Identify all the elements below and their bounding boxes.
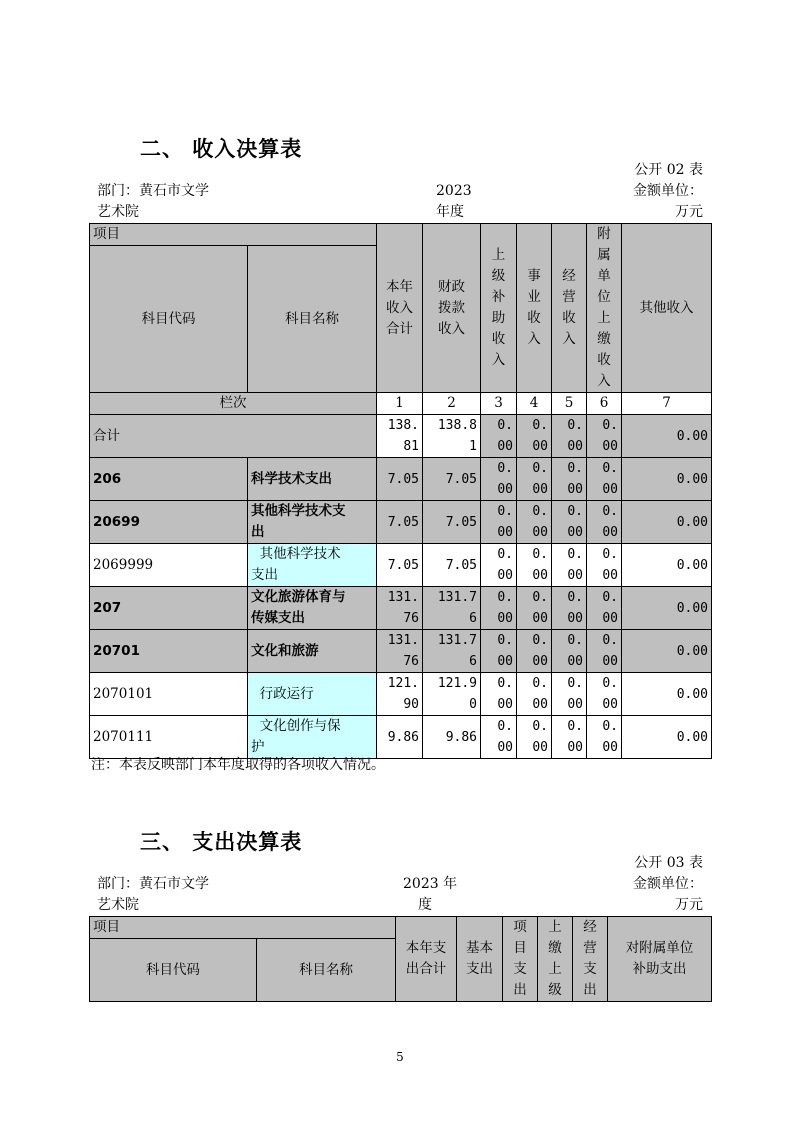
row-c5: 0. 00 (552, 587, 587, 630)
row-code: 20701 (90, 630, 248, 673)
row-c4: 0. 00 (517, 544, 552, 587)
expense-table-code: 公开 03 表 (634, 855, 703, 871)
expense-dept-label (97, 874, 209, 916)
row-c3: 0. 00 (481, 458, 517, 501)
row-c5: 0. 00 (552, 630, 587, 673)
row-code: 20699 (90, 501, 248, 544)
expense-year-line1: 2023 年 (403, 876, 458, 892)
expense-year-label (403, 874, 457, 916)
header-project: 项目 (90, 224, 377, 246)
row-code: 合计 (90, 415, 377, 458)
income-unit-line1: 金额单位： (633, 183, 703, 199)
header-business-income: 事 业 收 入 (517, 224, 552, 393)
row-code: 206 (90, 458, 248, 501)
income-table-title: 二、 收入决算表 (140, 137, 303, 161)
column-index-5: 5 (552, 393, 587, 415)
row-c1: 131. 76 (377, 630, 423, 673)
column-index-label: 栏次 (90, 393, 377, 415)
row-c4: 0. 00 (517, 716, 552, 759)
header-superior-subsidy: 上 级 补 助 收 入 (481, 224, 517, 393)
column-index-row (90, 393, 712, 415)
row-c3: 0. 00 (481, 673, 517, 716)
row-c1: 121. 90 (377, 673, 423, 716)
expense-header-project-expense: 项 目 支 出 (503, 917, 538, 1002)
row-c7: 0.00 (622, 673, 712, 716)
header-other-income: 其他收入 (622, 224, 712, 393)
income-table (89, 223, 712, 759)
header-operating-income: 经 营 收 入 (552, 224, 587, 393)
expense-header-subject-name: 科目名称 (257, 939, 396, 1002)
row-c2: 121.9 0 (423, 673, 481, 716)
row-c6: 0. 00 (587, 630, 622, 673)
expense-unit-line1: 金额单位： (633, 876, 703, 892)
row-code: 2069999 (90, 544, 248, 587)
row-name: 科学技术支出 (248, 458, 377, 501)
row-c4: 0. 00 (517, 458, 552, 501)
row-c7: 0.00 (622, 630, 712, 673)
income-year-line2: 年度 (436, 204, 464, 220)
row-c5: 0. 00 (552, 415, 587, 458)
row-c2: 131.7 6 (423, 630, 481, 673)
income-unit-label (633, 181, 703, 223)
expense-header-subject-code: 科目代码 (90, 939, 257, 1002)
row-c4: 0. 00 (517, 501, 552, 544)
row-c2: 7.05 (423, 458, 481, 501)
row-c2: 131.7 6 (423, 587, 481, 630)
row-c1: 7.05 (377, 458, 423, 501)
row-c4: 0. 00 (517, 415, 552, 458)
header-total-income: 本年 收入 合计 (377, 224, 423, 393)
row-c2: 7.05 (423, 501, 481, 544)
income-table-code: 公开 02 表 (634, 162, 703, 178)
income-unit-line2: 万元 (675, 204, 703, 220)
row-c3: 0. 00 (481, 587, 517, 630)
row-c5: 0. 00 (552, 716, 587, 759)
row-c4: 0. 00 (517, 587, 552, 630)
column-index-2: 2 (423, 393, 481, 415)
row-name: 文化和旅游 (248, 630, 377, 673)
expense-header-operating: 经 营 支 出 (573, 917, 608, 1002)
page-number: 5 (396, 1050, 404, 1064)
row-c7: 0.00 (622, 544, 712, 587)
table-row (90, 501, 712, 544)
income-dept-label (97, 181, 209, 223)
table-row (90, 458, 712, 501)
header-affiliated-income: 附 属 单 位 上 缴 收 入 (587, 224, 622, 393)
row-c7: 0.00 (622, 587, 712, 630)
expense-header-total: 本年支 出合计 (396, 917, 457, 1002)
row-c6: 0. 00 (587, 673, 622, 716)
row-c1: 9.86 (377, 716, 423, 759)
row-c6: 0. 00 (587, 716, 622, 759)
row-name: 文化创作与保 护 (248, 716, 377, 759)
row-c6: 0. 00 (587, 458, 622, 501)
row-c6: 0. 00 (587, 544, 622, 587)
row-c2: 7.05 (423, 544, 481, 587)
expense-dept-line1: 部门：黄石市文学 (97, 876, 209, 892)
row-name: 行政运行 (248, 673, 377, 716)
expense-header-basic: 基本 支出 (457, 917, 503, 1002)
income-dept-line1: 部门：黄石市文学 (97, 183, 209, 199)
table-row (90, 630, 712, 673)
row-code: 2070101 (90, 673, 248, 716)
expense-dept-line2: 艺术院 (97, 897, 139, 913)
row-c3: 0. 00 (481, 716, 517, 759)
column-index-4: 4 (517, 393, 552, 415)
header-fiscal-income: 财政 拨款 收入 (423, 224, 481, 393)
expense-table-title: 三、 支出决算表 (140, 830, 303, 854)
row-c4: 0. 00 (517, 630, 552, 673)
row-c3: 0. 00 (481, 415, 517, 458)
row-name: 文化旅游体育与 传媒支出 (248, 587, 377, 630)
row-c7: 0.00 (622, 415, 712, 458)
row-c5: 0. 00 (552, 673, 587, 716)
table-row (90, 673, 712, 716)
row-c1: 7.05 (377, 544, 423, 587)
income-dept-line2: 艺术院 (97, 204, 139, 220)
income-year-line1: 2023 (436, 183, 472, 199)
row-c4: 0. 00 (517, 673, 552, 716)
header-subject-code: 科目代码 (90, 246, 248, 393)
header-subject-name: 科目名称 (248, 246, 377, 393)
row-c1: 7.05 (377, 501, 423, 544)
row-c2: 9.86 (423, 716, 481, 759)
row-c5: 0. 00 (552, 544, 587, 587)
row-name: 其他科学技术支 出 (248, 501, 377, 544)
expense-table (89, 916, 712, 1002)
row-c1: 131. 76 (377, 587, 423, 630)
expense-year-line2: 度 (418, 897, 432, 913)
row-c3: 0. 00 (481, 630, 517, 673)
row-c7: 0.00 (622, 458, 712, 501)
expense-unit-label (633, 874, 703, 916)
table-row (90, 415, 712, 458)
expense-unit-line2: 万元 (675, 897, 703, 913)
row-c6: 0. 00 (587, 415, 622, 458)
row-c2: 138.8 1 (423, 415, 481, 458)
table-row (90, 587, 712, 630)
row-name: 其他科学技术 支出 (248, 544, 377, 587)
column-index-3: 3 (481, 393, 517, 415)
income-year-label (436, 181, 472, 223)
row-c1: 138. 81 (377, 415, 423, 458)
row-c3: 0. 00 (481, 501, 517, 544)
expense-header-project: 项目 (90, 917, 396, 939)
income-table-note: 注：本表反映部门本年度取得的各项收入情况。 (91, 757, 385, 773)
expense-header-affiliated-subsidy: 对附属单位 补助支出 (608, 917, 712, 1002)
row-code: 207 (90, 587, 248, 630)
row-c5: 0. 00 (552, 458, 587, 501)
row-c6: 0. 00 (587, 587, 622, 630)
row-code: 2070111 (90, 716, 248, 759)
row-c7: 0.00 (622, 716, 712, 759)
column-index-1: 1 (377, 393, 423, 415)
expense-header-remit-superior: 上 缴 上 级 (538, 917, 573, 1002)
row-c3: 0. 00 (481, 544, 517, 587)
column-index-7: 7 (622, 393, 712, 415)
column-index-6: 6 (587, 393, 622, 415)
table-row (90, 716, 712, 759)
row-c5: 0. 00 (552, 501, 587, 544)
table-row (90, 544, 712, 587)
row-c7: 0.00 (622, 501, 712, 544)
row-c6: 0. 00 (587, 501, 622, 544)
